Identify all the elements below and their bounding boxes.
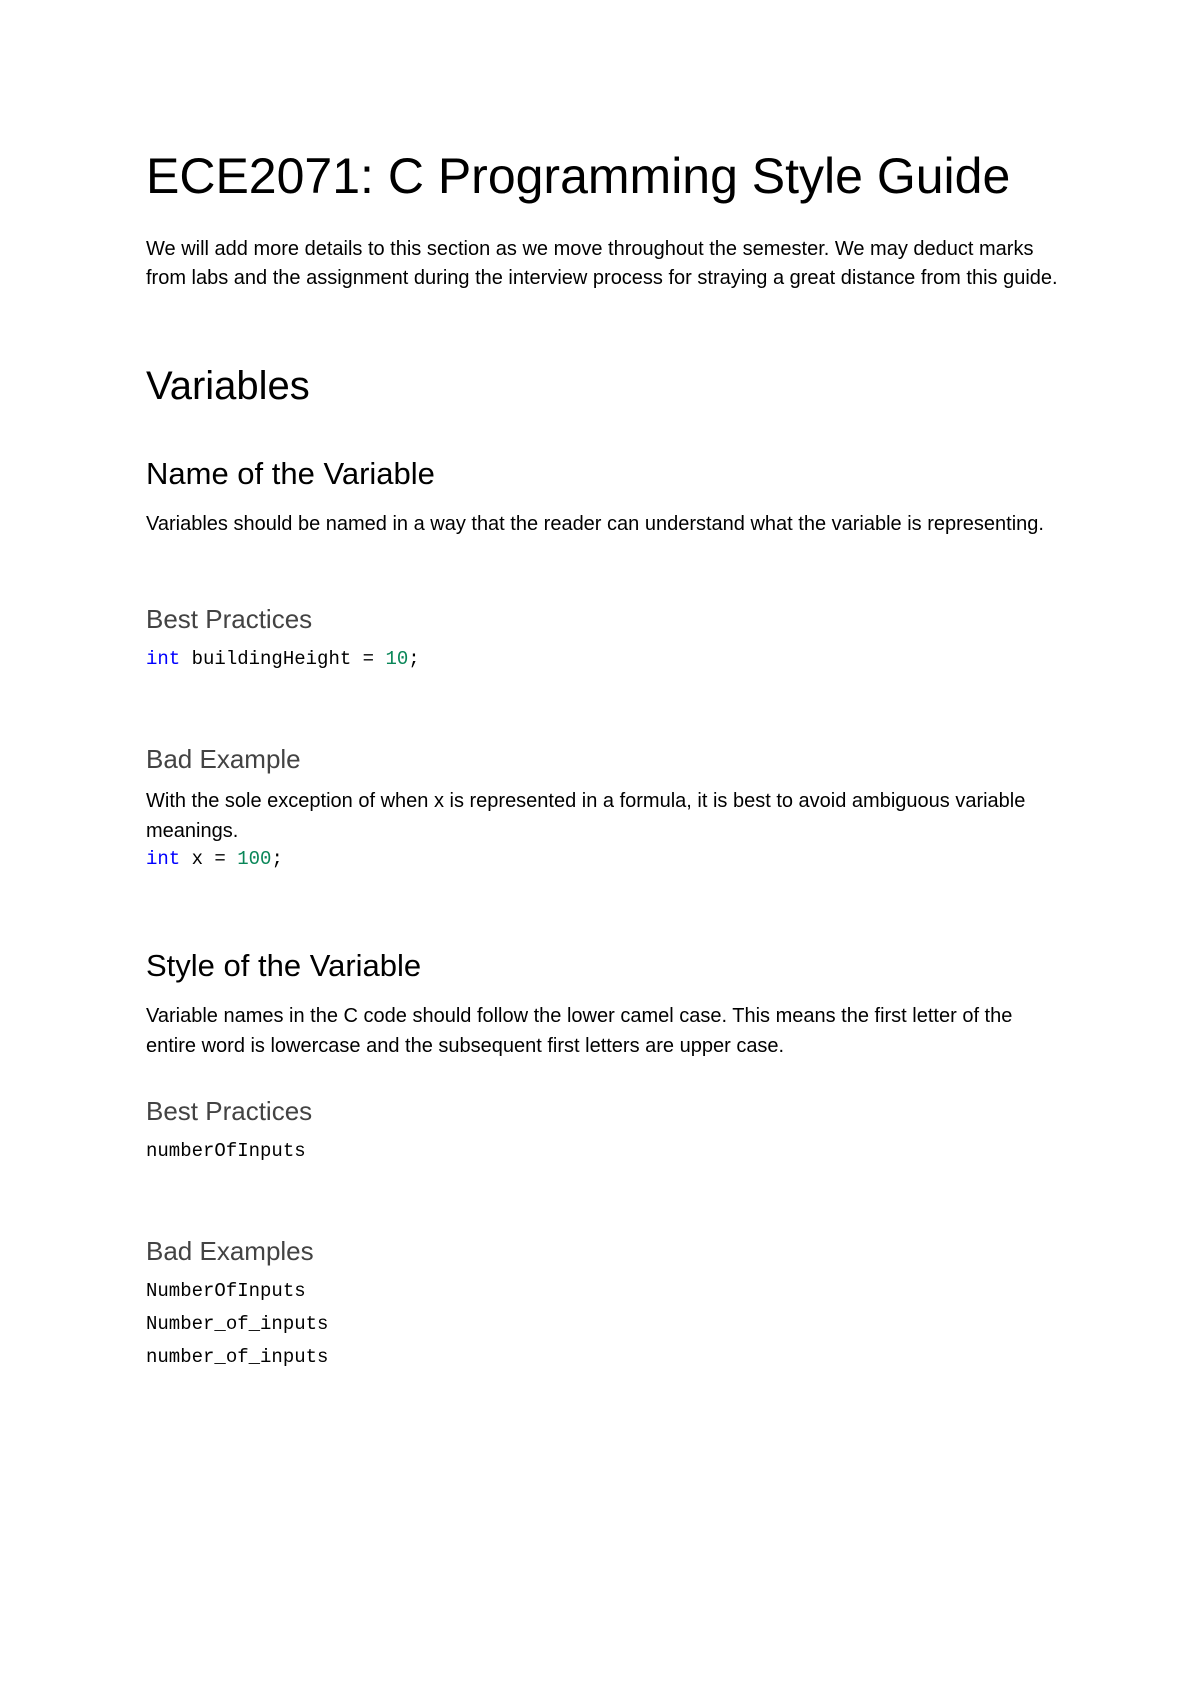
code-keyword: int	[146, 648, 181, 670]
name-of-variable-heading: Name of the Variable	[146, 456, 435, 491]
code-terminator: ;	[408, 648, 420, 670]
intro-paragraph: We will add more details to this section as we move throughout the semester. We may deduct marks from labs and the assignment during the interview process for straying a great distance from this guide.	[146, 238, 1058, 289]
code-keyword: int	[146, 848, 181, 870]
style-of-variable-text: Variable names in the C code should follow the lower camel case. This means the first letter of the entire word is lowercase and the subsequent first letters are upper case.	[146, 1005, 1013, 1057]
code-identifier: x =	[180, 848, 238, 870]
code-identifier: buildingHeight =	[180, 648, 386, 670]
code-number: 100	[237, 848, 272, 870]
bad-example-code-line: Number_of_inputs	[146, 1313, 329, 1335]
bad-example-code	[146, 848, 283, 870]
best-practices-heading-2: Best Practices	[146, 1096, 313, 1126]
bad-example-text: With the sole exception of when x is represented in a formula, it is best to avoid ambiguous variable meanings.	[146, 790, 1026, 842]
code-number: 10	[385, 648, 409, 670]
code-terminator: ;	[271, 848, 283, 870]
variables-heading: Variables	[146, 364, 310, 408]
bad-example-code-line: NumberOfInputs	[146, 1280, 306, 1302]
best-practice-code-1	[146, 648, 420, 670]
best-practices-heading-1: Best Practices	[146, 604, 313, 634]
document-title: ECE2071: C Programming Style Guide	[146, 148, 1011, 204]
bad-example-heading: Bad Example	[146, 744, 301, 774]
style-of-variable-heading: Style of the Variable	[146, 948, 422, 983]
best-practice-code-2: numberOfInputs	[146, 1140, 306, 1162]
bad-examples-heading: Bad Examples	[146, 1236, 314, 1266]
name-of-variable-text: Variables should be named in a way that the reader can understand what the variable is representing.	[146, 513, 1044, 535]
bad-example-code-line: number_of_inputs	[146, 1346, 329, 1368]
